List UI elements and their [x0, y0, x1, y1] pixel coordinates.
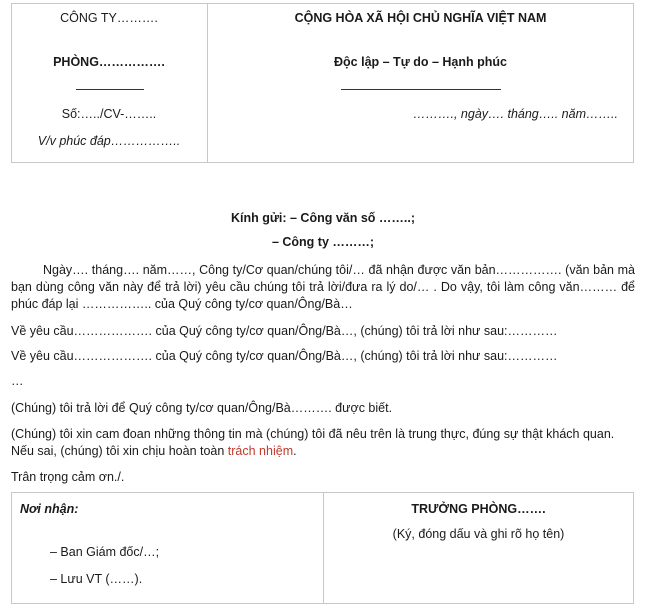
- country-title: CỘNG HÒA XÃ HỘI CHỦ NGHĨA VIỆT NAM: [294, 11, 547, 25]
- commitment-line-2: Nếu sai, (chúng) tôi xin chịu hoàn toàn trách nhiệm.: [11, 444, 297, 458]
- document-subject: V/v phúc đáp……………..: [37, 134, 181, 148]
- document-date: ………., ngày…. tháng….. năm……..: [413, 107, 618, 121]
- reply-statement: (Chúng) tôi trả lời để Quý công ty/cơ quan/Ông/Bà………. được biết.: [11, 401, 393, 415]
- ellipsis-line: …: [11, 374, 24, 388]
- closing-thanks: Trân trọng cảm ơn./.: [11, 470, 125, 484]
- recipient-archive: – Lưu VT (……).: [50, 572, 143, 586]
- request-2: Về yêu cầu………………. của Quý công ty/cơ quan/Ông/Bà…, (chúng) tôi trả lời như sau:…………: [11, 349, 558, 363]
- commitment-line-1: (Chúng) tôi xin cam đoan những thông tin mà (chúng) tôi đã nêu trên là trung thực, đúng sự thật khách quan.: [11, 427, 615, 441]
- responsibility-link[interactable]: trách nhiệm: [227, 444, 294, 458]
- department-name: PHÒNG…………….: [53, 55, 165, 69]
- recipient-line-2: – Công ty ………;: [271, 235, 375, 249]
- motto-underline: [341, 89, 501, 90]
- recipients-label: Nơi nhận:: [20, 502, 79, 516]
- header-divider: [207, 3, 208, 163]
- department-underline: [76, 89, 144, 90]
- signer-title: TRƯỞNG PHÒNG…….: [411, 502, 546, 516]
- recipient-board: – Ban Giám đốc/…;: [50, 545, 160, 559]
- document-number: Số:…../CV-……..: [61, 107, 157, 121]
- signer-note: (Ký, đóng dấu và ghi rõ họ tên): [392, 527, 565, 541]
- intro-paragraph: Ngày…. tháng…. năm……, Công ty/Cơ quan/chúng tôi/… đã nhận được văn bản……………. (văn bản mà bạn dùng công văn này để trả lời) yêu cầu chúng tôi trả lời/đưa ra lý do/… . Do vậy, tôi làm công văn……… để phúc đáp lại …………….. của Quý công ty/cơ quan/Ông/Bà…: [11, 263, 635, 311]
- company-name: CÔNG TY……….: [60, 11, 158, 25]
- request-1: Về yêu cầu………………. của Quý công ty/cơ quan/Ông/Bà…, (chúng) tôi trả lời như sau:…………: [11, 324, 558, 338]
- recipient-line-1: Kính gửi: – Công văn số ……..;: [230, 211, 416, 225]
- national-motto: Độc lập – Tự do – Hạnh phúc: [334, 55, 507, 69]
